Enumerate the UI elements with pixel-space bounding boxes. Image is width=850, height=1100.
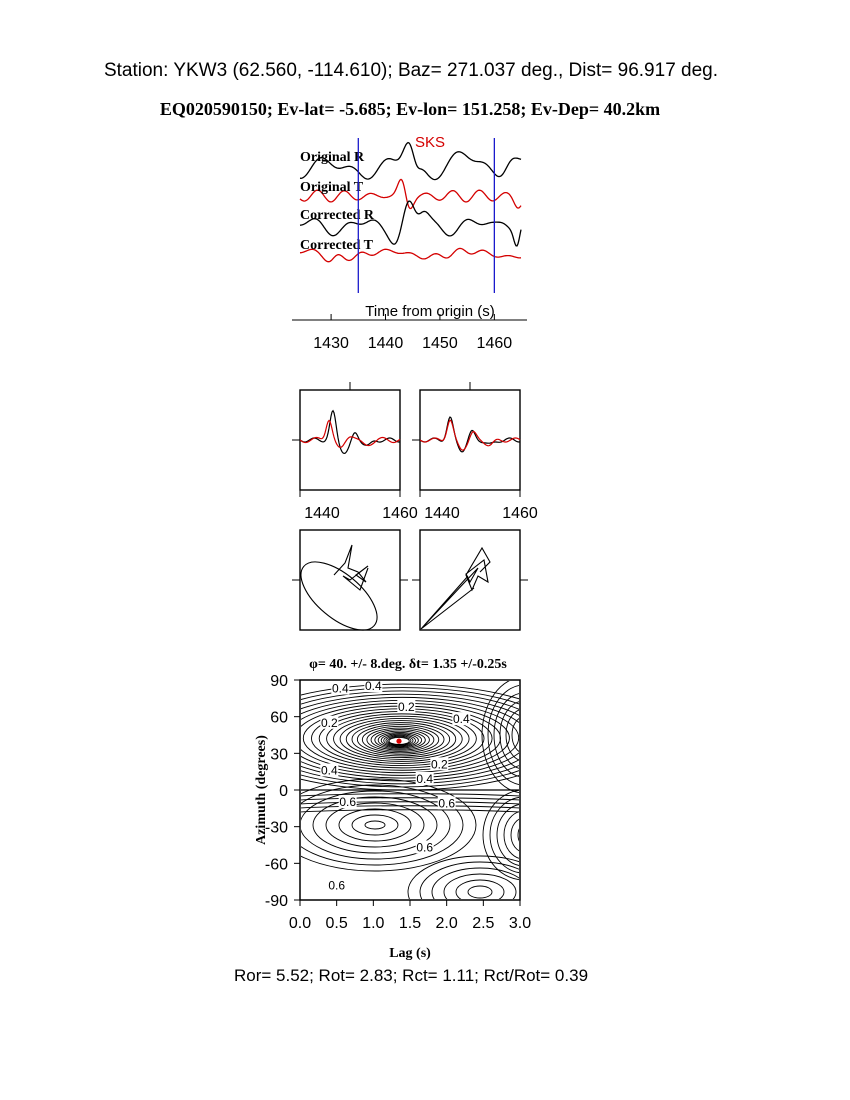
azimuth-tick-label-5: -60: [264, 856, 288, 874]
azimuth-tick-label-1: 60: [270, 709, 288, 727]
seismogram-panel: [292, 134, 527, 352]
contour-right-upper-2: [506, 709, 542, 761]
time-tick-label-0: 1430: [313, 335, 349, 352]
overlay-tick-label-right-0: 1460: [382, 505, 418, 522]
trace-label-3: Corrected T: [300, 238, 373, 253]
lag-tick-label-6: 3.0: [508, 915, 532, 932]
contour-lower-2-5: [483, 790, 565, 880]
contour-label-9: 0.6: [438, 796, 456, 811]
time-tick-label-1: 1440: [367, 335, 404, 352]
overlay-tick-label-right-1: 1460: [502, 505, 538, 522]
contour-lower-0-1: [352, 815, 398, 835]
contour-right-upper-4: [494, 693, 554, 777]
ratio-summary: Ror= 5.52; Rot= 2.83; Rct= 1.11; Rct/Rot= 0.39: [233, 966, 589, 985]
station-line: Station: YKW3 (62.560, -114.610); Baz= 271.037 deg., Dist= 96.917 deg.: [103, 60, 719, 81]
contour-band-3: [300, 806, 520, 808]
contour-label-6: 0.2: [430, 757, 448, 772]
contour-right-upper-3: [500, 701, 548, 769]
lag-tick-label-5: 2.5: [472, 915, 495, 932]
trace-label-2: Corrected R: [300, 208, 374, 223]
azimuth-tick-label-3: 0: [279, 783, 288, 800]
overlay-trace-3: [420, 420, 520, 450]
contour-right-upper-6: [482, 677, 566, 793]
best-fit-marker: [396, 739, 401, 744]
azimuth-tick-label-2: 30: [270, 746, 288, 764]
contour-lower-0-7: [274, 779, 476, 871]
overlay-trace-2: [420, 417, 520, 452]
contour-lower-2-4: [490, 797, 558, 873]
azimuth-axis-label: Azimuth (degrees): [254, 735, 269, 845]
pm-corrected-path: [421, 548, 490, 629]
lag-tick-label-4: 2.0: [435, 915, 458, 932]
overlay-tick-label-left-1: 1440: [424, 505, 460, 522]
splitting-result-title: φ= 40. +/- 8.deg. δt= 1.35 +/-0.25s: [309, 657, 507, 672]
contour-lower-1-0: [468, 886, 492, 898]
contour-lower-2-2: [504, 811, 544, 859]
lag-tick-label-1: 0.5: [325, 915, 348, 932]
time-tick-label-2: 1450: [422, 335, 458, 352]
contour-label-5: 0.4: [320, 763, 338, 778]
contour-label-10: 0.6: [416, 840, 434, 855]
contour-label-1: 0.4: [364, 679, 382, 694]
contour-lower-1-2: [444, 874, 516, 910]
contour-lower-2-3: [497, 804, 551, 866]
lag-tick-label-2: 1.0: [362, 915, 385, 932]
azimuth-tick-label-0: 90: [270, 673, 288, 690]
time-tick-label-3: 1460: [476, 335, 513, 352]
contour-band-1: [300, 798, 520, 800]
contour-label-11: 0.6: [328, 878, 346, 893]
contour-label-7: 0.4: [416, 772, 434, 786]
overlay-tick-label-left-0: 1440: [304, 505, 340, 522]
pm-original-loop: [334, 545, 368, 590]
contour-label-3: 0.4: [452, 712, 470, 727]
contour-label-2: 0.2: [397, 699, 415, 714]
contour-lower-0-2: [339, 809, 411, 841]
contour-label-0: 0.4: [331, 681, 349, 696]
azimuth-tick-label-6: -90: [264, 893, 288, 910]
contour-right-upper-5: [488, 685, 560, 785]
contour-label-4: 0.2: [320, 715, 338, 730]
contour-lower-1-4: [420, 862, 540, 922]
pm-original-ellipse: [290, 550, 389, 643]
time-axis-label: Time from origin (s): [365, 303, 495, 320]
azimuth-tick-label-4: -30: [264, 819, 288, 837]
contour-lower-0-0: [365, 821, 385, 829]
waveform-overlay-panels: [292, 382, 538, 522]
contour-band-2: [300, 802, 520, 804]
lag-tick-label-3: 1.5: [398, 915, 422, 932]
contour-lower-2-1: [511, 818, 537, 852]
lag-tick-label-0: 0.0: [288, 915, 312, 932]
contour-band-4: [300, 810, 520, 812]
contour-lower-1-3: [432, 868, 528, 916]
particle-motion-corrected-frame: [420, 530, 520, 630]
trace-label-0: Original R: [300, 150, 365, 165]
sks-phase-label: SKS: [415, 134, 446, 151]
contour-label-8: 0.6: [339, 795, 357, 810]
event-line: EQ020590150; Ev-lat= -5.685; Ev-lon= 151.258; Ev-Dep= 40.2km: [159, 99, 661, 119]
lag-axis-label: Lag (s): [389, 946, 431, 961]
particle-motion-panels: [290, 530, 528, 642]
trace-label-1: Original T: [300, 180, 364, 195]
contour-panel: [235, 657, 571, 961]
contour-right-upper-1: [512, 717, 536, 753]
overlay-trace-0: [300, 411, 400, 454]
